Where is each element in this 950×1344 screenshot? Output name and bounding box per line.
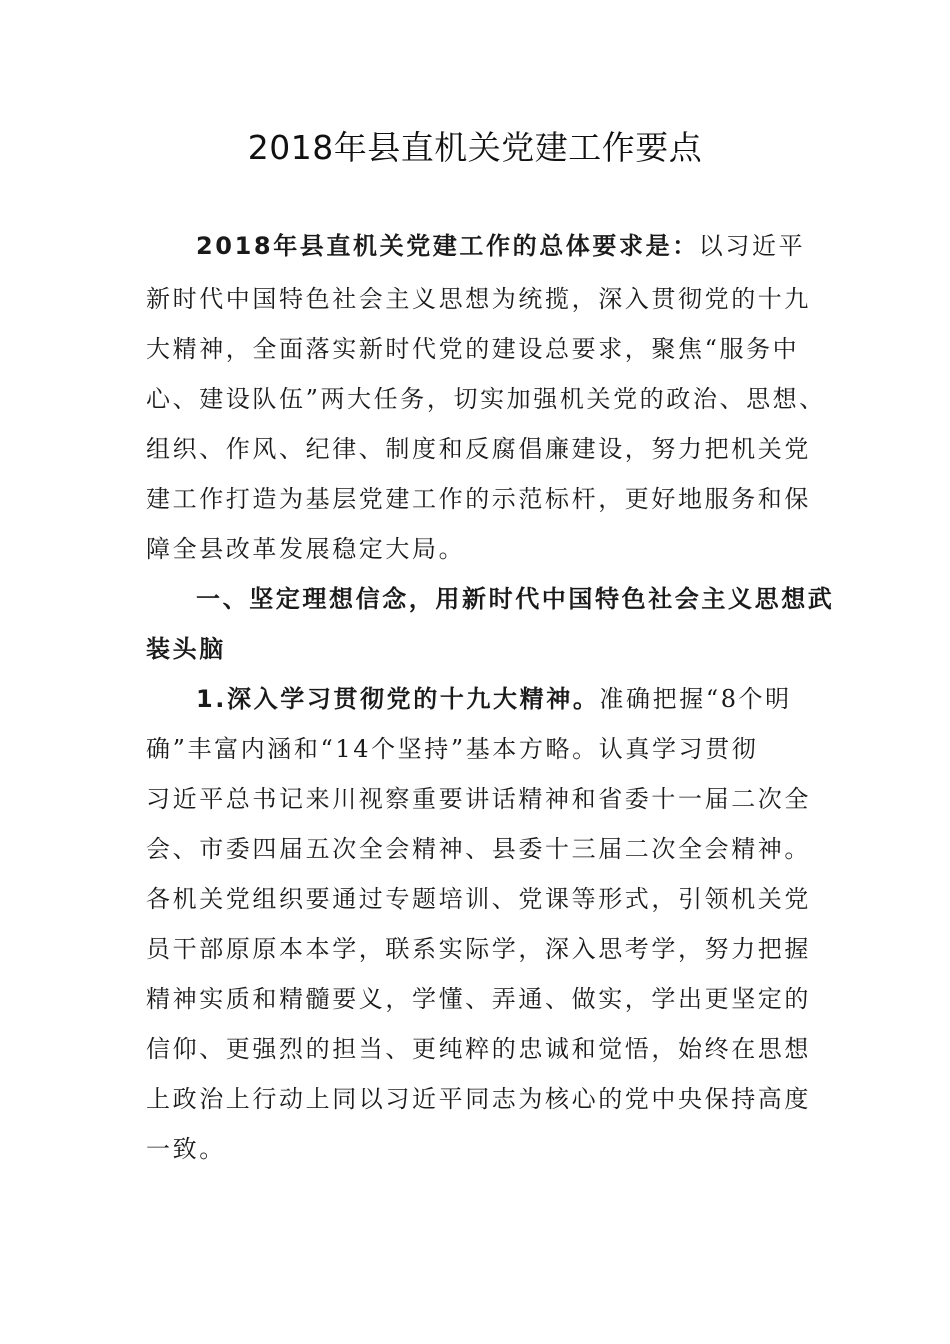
- item-text: 准确把握“8个明: [599, 685, 792, 713]
- intro-line: 建工作打造为基层党建工作的示范标杆，更好地服务和保: [146, 485, 811, 513]
- item-line: 会、市委四届五次全会精神、县委十三届二次全会精神。: [146, 835, 811, 863]
- item-line: 各机关党组织要通过专题培训、党课等形式，引领机关党: [146, 885, 811, 913]
- item-line: 一致。: [146, 1135, 226, 1163]
- intro-line: 障全县改革发展稳定大局。: [146, 535, 466, 563]
- intro-lead: 2018年县直机关党建工作的总体要求是：: [196, 232, 699, 260]
- document-title: 2018年县直机关党建工作要点: [247, 128, 703, 167]
- item-line: 上政治上行动上同以习近平同志为核心的党中央保持高度: [146, 1085, 811, 1113]
- item-line: 精神实质和精髓要义，学懂、弄通、做实，学出更坚定的: [146, 985, 811, 1013]
- section-heading: 装头脑: [146, 635, 226, 663]
- intro-text: 以习近平: [698, 232, 806, 260]
- item-line: 信仰、更强烈的担当、更纯粹的忠诚和觉悟，始终在思想: [146, 1035, 811, 1063]
- intro-line: 心、建设队伍”两大任务，切实加强机关党的政治、思想、: [146, 385, 826, 413]
- intro-line: 新时代中国特色社会主义思想为统揽，深入贯彻党的十九: [146, 285, 811, 313]
- item-lead: 1.深入学习贯彻党的十九大精神。: [196, 685, 600, 713]
- item-line: [196, 681, 792, 717]
- intro-line: 大精神，全面落实新时代党的建设总要求，聚焦“服务中: [146, 335, 800, 363]
- intro-line: 组织、作风、纪律、制度和反腐倡廉建设，努力把机关党: [146, 435, 811, 463]
- item-line: 确”丰富内涵和“14个坚持”基本方略。认真学习贯彻: [146, 735, 759, 763]
- intro-line: [196, 228, 805, 264]
- section-heading: 一、坚定理想信念，用新时代中国特色社会主义思想武: [196, 585, 835, 613]
- item-line: 员干部原原本本学，联系实际学，深入思考学，努力把握: [146, 935, 811, 963]
- item-line: 习近平总书记来川视察重要讲话精神和省委十一届二次全: [146, 785, 811, 813]
